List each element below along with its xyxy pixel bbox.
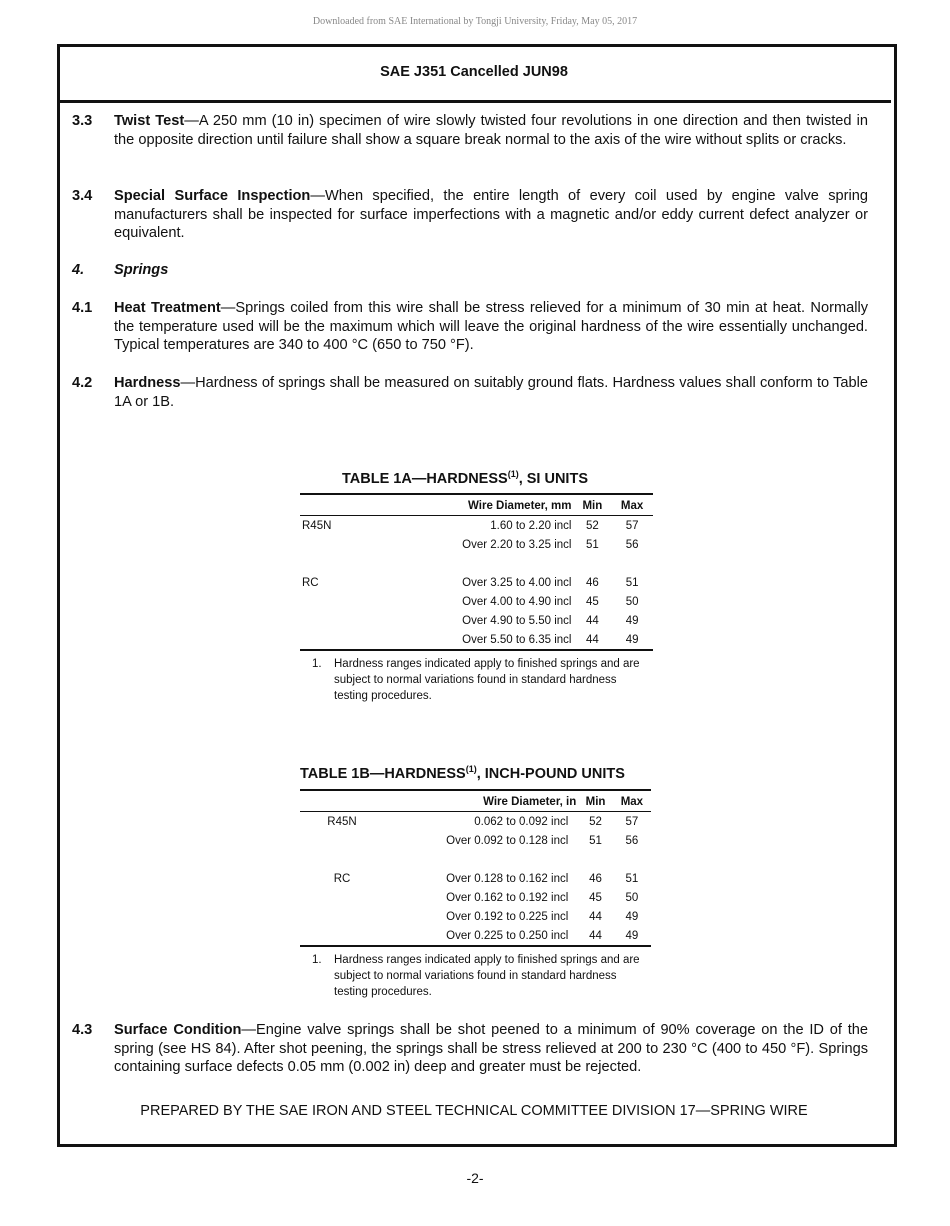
table-row [300, 535, 653, 554]
section-text: —When specified, the entire length of every coil used by engine valve spring manufacturers shall be inspected for surface imperfections with a magnetic and/or eddy current defect analyzer or equivalent. [114, 188, 868, 241]
table-cell: 52 [589, 815, 602, 828]
table-cell: 1.60 to 2.20 incl [490, 519, 572, 532]
table-cell: 44 [585, 614, 599, 627]
table-row [300, 907, 651, 926]
table-cell [384, 850, 578, 869]
title-suffix: , SI UNITS [518, 470, 588, 487]
table-row [300, 850, 651, 869]
table-cell [300, 630, 394, 650]
table-cell: Over 0.225 to 0.250 incl [446, 929, 569, 942]
section-title: Twist Test [114, 113, 185, 129]
table-cell: Over 2.20 to 3.25 incl [462, 538, 572, 551]
col-header: Min [573, 494, 611, 516]
table-cell: 56 [625, 538, 639, 551]
section-title: Hardness [114, 375, 181, 391]
table-cell [300, 926, 384, 946]
table-row [300, 812, 651, 832]
table-1b-title [300, 764, 625, 782]
table-cell [613, 850, 651, 869]
document-header: SAE J351 Cancelled JUN98 [57, 44, 891, 103]
section-4-1 [72, 299, 868, 355]
note-text: Hardness ranges indicated apply to finished springs and are subject to normal variations found in standard hardness testing procedures. [334, 658, 640, 702]
section-3-4 [72, 187, 868, 243]
table-cell [578, 850, 612, 869]
col-header: Max [613, 790, 651, 812]
table-cell: Over 0.128 to 0.162 incl [446, 872, 569, 885]
section-title: Special Surface Inspection [114, 188, 311, 204]
table-cell: 52 [585, 519, 599, 532]
table-cell: RC [302, 576, 319, 589]
table-cell: 50 [625, 595, 639, 608]
table-cell: 56 [625, 834, 639, 847]
table-footnote [312, 656, 653, 704]
section-3-3 [72, 112, 868, 149]
page-number: -2- [466, 1170, 484, 1186]
section-number: 4.2 [72, 375, 93, 391]
col-header: Min [578, 790, 612, 812]
table-row [300, 554, 653, 573]
table-cell: 51 [625, 872, 639, 885]
download-watermark: Downloaded from SAE International by Tongji University, Friday, May 05, 2017 [312, 16, 638, 27]
table-row [300, 926, 651, 946]
section-text: —Engine valve springs shall be shot peened to a minimum of 90% coverage on the ID of the spring (see HS 84). After shot peening, the springs shall be stress relieved at 200 to 230 °C (400 to 450 °F). Springs containing surface defects 0.05 mm (0.002 in) deep and greater must be rejected. [114, 1022, 869, 1075]
section-text: —Springs coiled from this wire shall be stress relieved for a minimum of 30 min at heat. Normally the temperature used will be the maximum which will leave the original hardness of the wire essentially unchanged. Typical temperatures are 340 to 400 °C (650 to 750 °F). [114, 300, 868, 353]
table-cell: 46 [589, 872, 602, 885]
table-cell: Over 0.092 to 0.128 incl [446, 834, 569, 847]
table-cell: R45N [327, 815, 357, 828]
table-cell [300, 535, 394, 554]
table-cell: 49 [625, 929, 639, 942]
col-header: Wire Diameter, in [384, 790, 578, 812]
footnote-ref: (1) [507, 469, 519, 479]
title-suffix: , INCH-POUND UNITS [476, 765, 625, 782]
table-cell: 45 [589, 891, 602, 904]
section-4-3 [72, 1021, 868, 1077]
table-cell: 51 [589, 834, 602, 847]
table-cell [300, 592, 394, 611]
table-cell: 44 [589, 910, 602, 923]
table-row [300, 888, 651, 907]
table-cell [573, 554, 611, 573]
section-text: —Hardness of springs shall be measured on suitably ground flats. Hardness values shall conform to Table 1A or 1B. [114, 375, 868, 410]
section-4-heading [72, 261, 868, 280]
table-cell: Over 0.162 to 0.192 incl [446, 891, 569, 904]
note-number: 1. [312, 658, 322, 670]
table-cell: Over 3.25 to 4.00 incl [462, 576, 572, 589]
table-cell [611, 554, 653, 573]
section-number: 3.4 [72, 188, 93, 204]
section-title: Surface Condition [114, 1022, 242, 1038]
col-header: Wire Diameter, mm [394, 494, 573, 516]
table-cell [300, 554, 394, 573]
table-cell: 0.062 to 0.092 incl [474, 815, 569, 828]
table-cell [300, 850, 384, 869]
note-text: Hardness ranges indicated apply to finished springs and are subject to normal variations found in standard hardness testing procedures. [334, 954, 640, 998]
table-cell: R45N [302, 519, 332, 532]
table-row [300, 869, 651, 888]
table-cell [394, 554, 573, 573]
section-number: 4.1 [72, 300, 93, 316]
table-row [300, 573, 653, 592]
table-footnote [312, 952, 651, 1000]
section-title: Heat Treatment [114, 300, 221, 316]
table-1b [300, 789, 651, 1000]
table-row [300, 592, 653, 611]
table-cell: 44 [589, 929, 602, 942]
title-text: TABLE 1A—HARDNESS [342, 470, 508, 487]
table-cell: Over 5.50 to 6.35 incl [462, 633, 572, 646]
section-number: 3.3 [72, 113, 93, 129]
table-1a [300, 493, 653, 704]
table-cell: 49 [625, 633, 639, 646]
table-cell: Over 4.90 to 5.50 incl [462, 614, 572, 627]
prepared-by: PREPARED BY THE SAE IRON AND STEEL TECHNICAL COMMITTEE DIVISION 17—SPRING WIRE [140, 1103, 808, 1119]
table-1a-title [342, 469, 588, 487]
title-text: TABLE 1B—HARDNESS [300, 765, 466, 782]
table-cell: 51 [585, 538, 599, 551]
table-cell: 49 [625, 614, 639, 627]
section-text: —A 250 mm (10 in) specimen of wire slowly twisted four revolutions in one direction and then twisted in the opposite direction until failure shall show a square break normal to the axis of the wire without splits or cracks. [114, 113, 868, 148]
table-cell: 57 [625, 815, 639, 828]
section-title: Springs [114, 262, 169, 278]
section-number: 4.3 [72, 1022, 93, 1038]
table-cell [300, 888, 384, 907]
table-cell [300, 831, 384, 850]
table-cell: 46 [585, 576, 599, 589]
table-cell: 44 [585, 633, 599, 646]
table-cell [300, 611, 394, 630]
section-4-2 [72, 374, 868, 411]
section-number: 4. [72, 262, 85, 278]
table-cell: RC [333, 872, 351, 885]
table-cell: 45 [585, 595, 599, 608]
table-cell: 51 [625, 576, 639, 589]
col-header: Max [611, 494, 653, 516]
table-row [300, 630, 653, 650]
table-cell: 57 [625, 519, 639, 532]
table-cell: Over 0.192 to 0.225 incl [446, 910, 569, 923]
table-cell: Over 4.00 to 4.90 incl [462, 595, 572, 608]
table-row [300, 611, 653, 630]
table-cell: 50 [625, 891, 639, 904]
table-row [300, 831, 651, 850]
table-cell: 49 [625, 910, 639, 923]
note-number: 1. [312, 954, 322, 966]
table-row [300, 516, 653, 536]
table-cell [300, 907, 384, 926]
footnote-ref: (1) [465, 764, 477, 774]
